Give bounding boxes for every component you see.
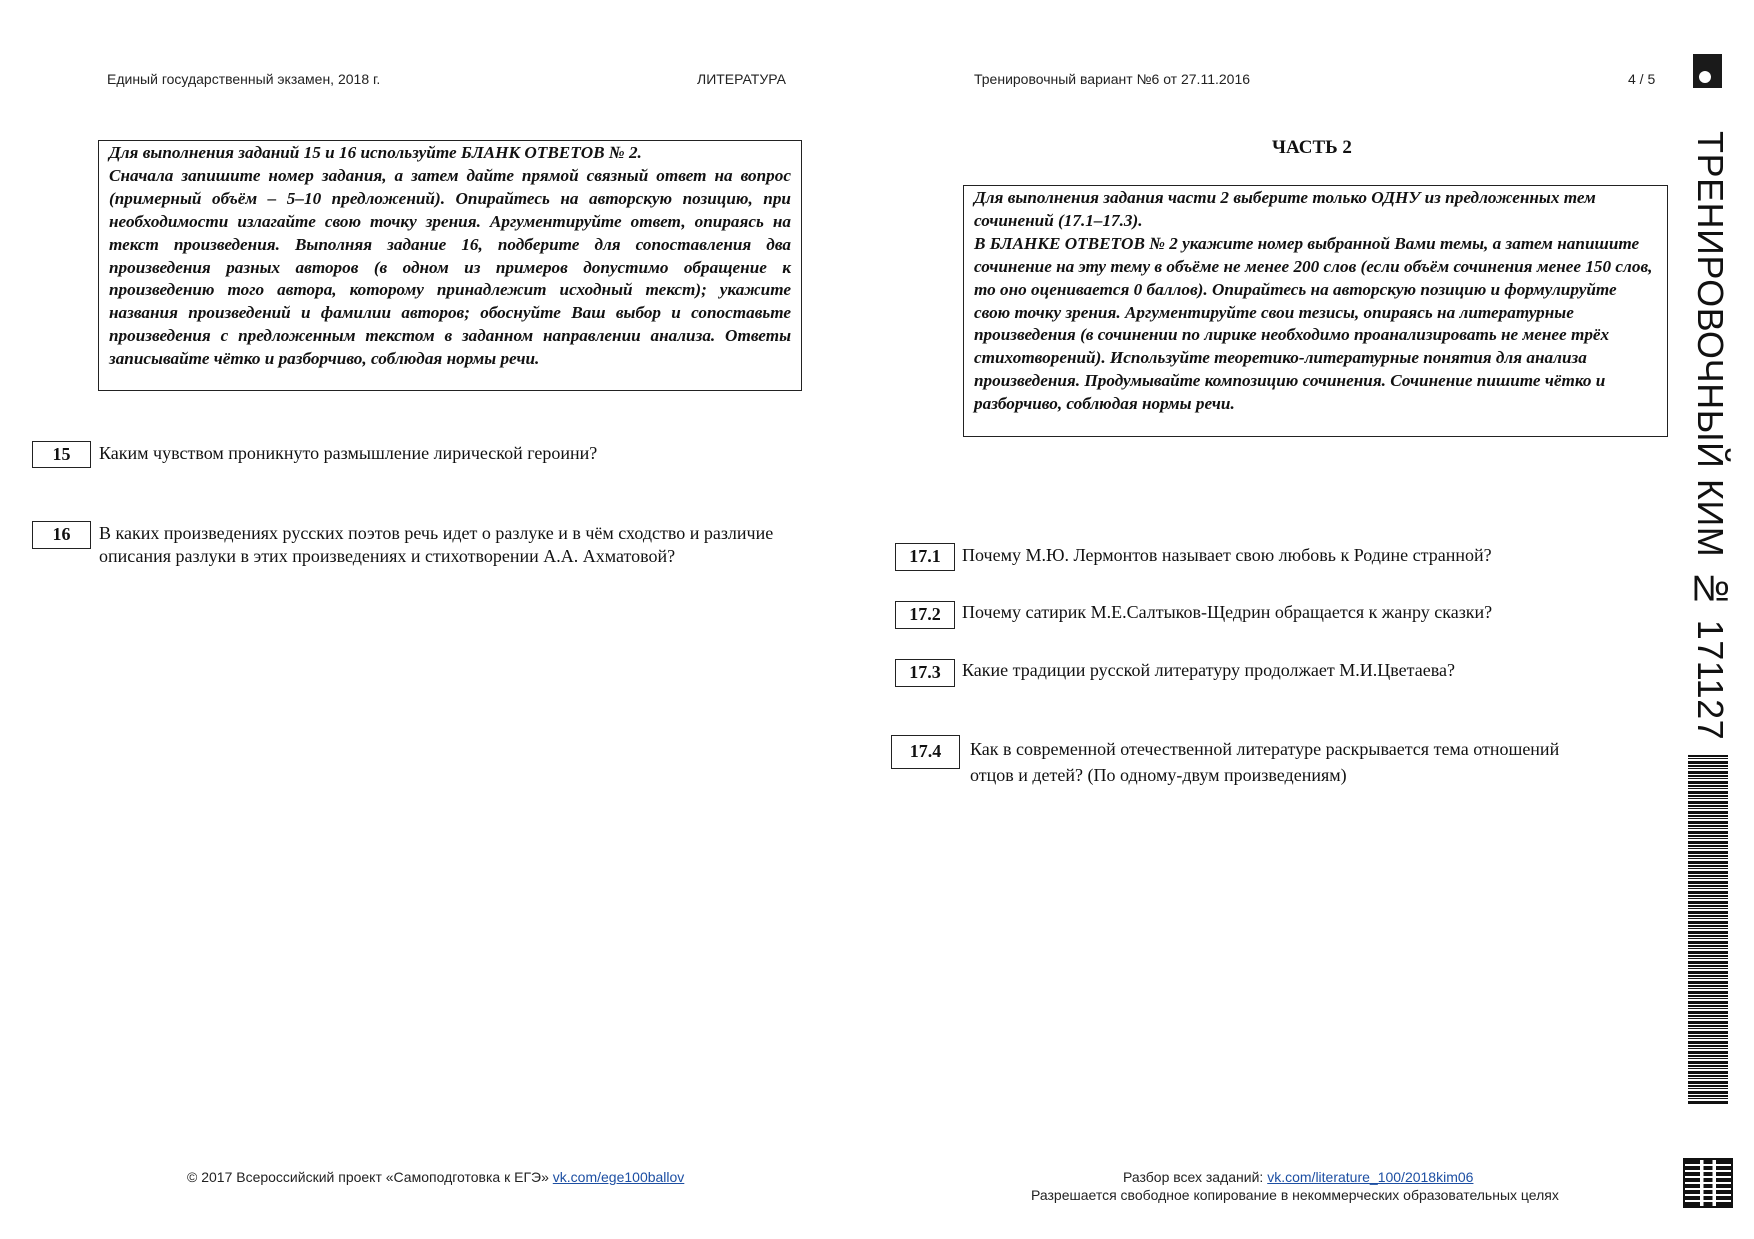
footer-right-line-1 — [1123, 1169, 1473, 1185]
task-text-17-4: Как в современной отечественной литературе раскрывается тема отношений отцов и детей? (По одному-двум произведениям) — [970, 739, 1560, 785]
footer-analysis-label: Разбор всех заданий: — [1123, 1169, 1268, 1185]
corner-marker-icon — [1693, 54, 1722, 88]
task-number-17-2: 17.2 — [895, 601, 955, 629]
footer-copyright: © 2017 Всероссийский проект «Самоподготовка к ЕГЭ» — [187, 1169, 553, 1185]
instructions-box-15-16 — [98, 140, 802, 391]
task-number-17-3: 17.3 — [895, 659, 955, 687]
task-number-17-4: 17.4 — [891, 735, 960, 769]
task-text-17-1: Почему М.Ю. Лермонтов называет свою любовь к Родине странной? — [962, 545, 1492, 565]
header-subject: ЛИТЕРАТУРА — [697, 71, 786, 87]
part-2-instructions-line-1: Для выполнения задания части 2 выберите только ОДНУ из предложенных тем сочинений (17.1–17.3). — [974, 188, 1596, 230]
footer-right-line-2: Разрешается свободное копирование в некоммерческих образовательных целях — [1031, 1187, 1559, 1203]
vertical-kim-title: ТРЕНИРОВОЧНЫЙ КИМ № 171127 — [1690, 131, 1731, 741]
task-number-17-1: 17.1 — [895, 543, 955, 571]
part-2-instructions-paragraph: В БЛАНКЕ ОТВЕТОВ № 2 укажите номер выбранной Вами темы, а затем напишите сочинение на эту тему в объёме не менее 200 слов (если объём сочинения менее 150 слов, то оно оценивается 0 баллов). Опирайтесь на авторскую позицию и формулируйте свою точку зрения. Аргументируйте свои тезисы, опираясь на литературные произведения (в сочинении по лирике необходимо проанализировать не менее трёх стихотворений). Используйте теоретико-литературные понятия для анализа произведения. Продумывайте композицию сочинения. Сочинение пишите чётко и разборчиво, соблюдая нормы речи. — [974, 233, 1653, 414]
task-text-16: В каких произведениях русских поэтов речь идет о разлуке и в чём сходство и различие описания разлуки в этих произведениях и стихотворении А.А. Ахматовой? — [99, 523, 774, 566]
footer-right-link[interactable]: vk.com/literature_100/2018kim06 — [1267, 1169, 1474, 1185]
footer-left-link[interactable]: vk.com/ege100ballov — [552, 1169, 685, 1185]
part-2-title: ЧАСТЬ 2 — [1272, 137, 1352, 158]
task-text-17-2: Почему сатирик М.Е.Салтыков-Щедрин обращается к жанру сказки? — [962, 602, 1493, 622]
instructions-line-1: Для выполнения заданий 15 и 16 используйте БЛАНК ОТВЕТОВ № 2. — [109, 143, 642, 162]
header-exam-title: Единый государственный экзамен, 2018 г. — [107, 71, 381, 87]
instructions-paragraph: Сначала запишите номер задания, а затем дайте прямой связный ответ на вопрос (примерный объём – 5–10 предложений). Опирайтесь на авторскую позицию, при необходимости излагайте свою точку зрения. Аргументируйте ответ, опираясь на текст произведения. Выполняя задание 16, подберите для сопоставления два произведения разных авторов (в одном из примеров допустимо обращение к произведению того автора, которому принадлежит исходный текст); укажите названия произведений и фамилии авторов; обоснуйте Ваш выбор и сопоставьте произведения с предложенным текстом в заданном направлении анализа. Ответы записывайте чётко и разборчиво, соблюдая нормы речи. — [109, 165, 791, 369]
qr-code-icon — [1685, 1160, 1731, 1206]
task-number-16: 16 — [32, 521, 91, 549]
task-text-15: Каким чувством проникнуто размышление лирической героини? — [99, 443, 598, 463]
header-page-number: 4 / 5 — [1628, 71, 1656, 87]
task-text-17-3: Какие традиции русской литературу продолжает М.И.Цветаева? — [962, 660, 1455, 680]
footer-left — [187, 1169, 684, 1185]
barcode-icon — [1688, 755, 1728, 1105]
task-number-15: 15 — [32, 441, 91, 468]
instructions-box-part-2 — [963, 185, 1668, 437]
header-variant: Тренировочный вариант №6 от 27.11.2016 — [974, 71, 1251, 87]
